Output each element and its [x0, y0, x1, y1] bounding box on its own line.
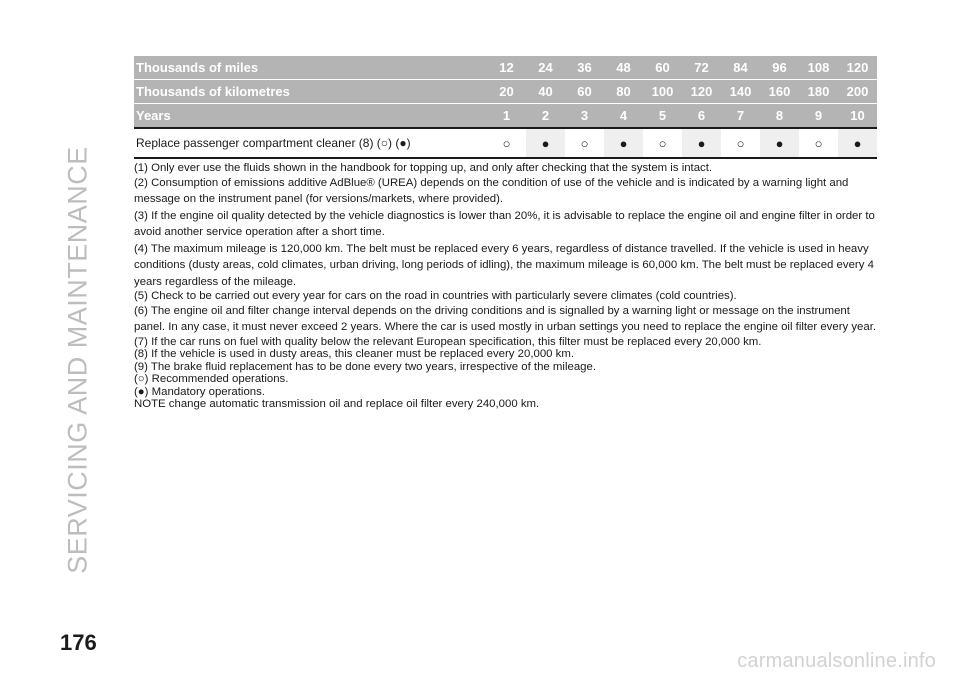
footnote: (3) If the engine oil quality detected by the vehicle diagnostics is lower than 20%, it is advisable to replace the engine oil and engine filter in order to avoid another service operation after a short time.: [134, 209, 875, 238]
header-cell: 180: [799, 80, 838, 104]
header-cell: 9: [799, 104, 838, 129]
mandatory-mark: ●: [526, 128, 565, 158]
footnote: (●) Mandatory operations.: [134, 385, 265, 398]
header-cell: 12: [487, 56, 526, 80]
header-cell: 24: [526, 56, 565, 80]
header-cell: 160: [760, 80, 799, 104]
header-cell: 36: [565, 56, 604, 80]
header-cell: 100: [643, 80, 682, 104]
page-number: 176: [60, 630, 97, 655]
header-cell: 60: [565, 80, 604, 104]
operation-row: [134, 128, 877, 158]
header-row: [134, 80, 877, 104]
header-cell: 6: [682, 104, 721, 129]
header-cell: 1: [487, 104, 526, 129]
header-cell: 120: [682, 80, 721, 104]
maintenance-content: [134, 56, 877, 411]
header-cell: 8: [760, 104, 799, 129]
mandatory-mark: ●: [760, 128, 799, 158]
mandatory-mark: ●: [604, 128, 643, 158]
mandatory-mark: ●: [682, 128, 721, 158]
footnote: NOTE change automatic transmission oil and replace oil filter every 240,000 km.: [134, 398, 540, 410]
header-row-label: Years: [134, 104, 487, 129]
operation-label: Replace passenger compartment cleaner (8) (○) (●): [134, 128, 487, 158]
header-cell: 48: [604, 56, 643, 80]
header-cell: 200: [838, 80, 877, 104]
header-cell: 20: [487, 80, 526, 104]
footnote: (8) If the vehicle is used in dusty areas, this cleaner must be replaced every 20,000 km.: [134, 348, 575, 360]
header-cell: 4: [604, 104, 643, 129]
header-cell: 40: [526, 80, 565, 104]
header-cell: 80: [604, 80, 643, 104]
footnote: (2) Consumption of emissions additive AdBlue® (UREA) depends on the condition of use of the vehicle and is indicated by a warning light and message on the instrument panel (for versions/markets, where provided).: [134, 176, 849, 205]
recommended-mark: ○: [643, 128, 682, 158]
footnote: (6) The engine oil and filter change interval depends on the driving conditions and is signalled by a warning light or message on the instrument panel. In any case, it must never exceed 2 years. Where the car is used mostly in urban settings you need to replace the engine oil filter every year.: [134, 304, 877, 333]
recommended-mark: ○: [565, 128, 604, 158]
header-cell: 7: [721, 104, 760, 129]
header-cell: 108: [799, 56, 838, 80]
header-cell: 10: [838, 104, 877, 129]
header-row: [134, 56, 877, 80]
footnote: (○) Recommended operations.: [134, 373, 289, 385]
header-cell: 3: [565, 104, 604, 129]
section-title: SERVICING AND MAINTENANCE: [62, 146, 93, 574]
header-cell: 2: [526, 104, 565, 129]
recommended-mark: ○: [799, 128, 838, 158]
header-cell: 84: [721, 56, 760, 80]
header-cell: 140: [721, 80, 760, 104]
recommended-mark: ○: [721, 128, 760, 158]
header-row: [134, 104, 877, 129]
header-row-label: Thousands of miles: [134, 56, 487, 80]
footnote: (7) If the car runs on fuel with quality below the relevant European specification, this filter must be replaced every 20,000 km.: [134, 335, 762, 348]
recommended-mark: ○: [487, 128, 526, 158]
footnote: (1) Only ever use the fluids shown in the handbook for topping up, and only after checking that the system is intact.: [134, 162, 713, 174]
header-cell: 5: [643, 104, 682, 129]
mandatory-mark: ●: [838, 128, 877, 158]
header-cell: 72: [682, 56, 721, 80]
watermark: carmanualsonline.info: [737, 650, 936, 672]
footnote: (5) Check to be carried out every year for cars on the road in countries with particularly severe climates (cold countries).: [134, 290, 737, 302]
header-cell: 96: [760, 56, 799, 80]
header-cell: 60: [643, 56, 682, 80]
footnote: (4) The maximum mileage is 120,000 km. The belt must be replaced every 6 years, regardless of distance travelled. If the vehicle is used in heavy conditions (dusty areas, cold climates, urban driving, long periods of idling), the maximum mileage is 60,000 km. The belt must be replaced every 4 years regardless of the mileage.: [134, 242, 874, 288]
header-row-label: Thousands of kilometres: [134, 80, 487, 104]
header-cell: 120: [838, 56, 877, 80]
footnotes: [134, 162, 877, 411]
maintenance-schedule-table: [134, 56, 877, 159]
footnote: (9) The brake fluid replacement has to be done every two years, irrespective of the mileage.: [134, 360, 596, 373]
